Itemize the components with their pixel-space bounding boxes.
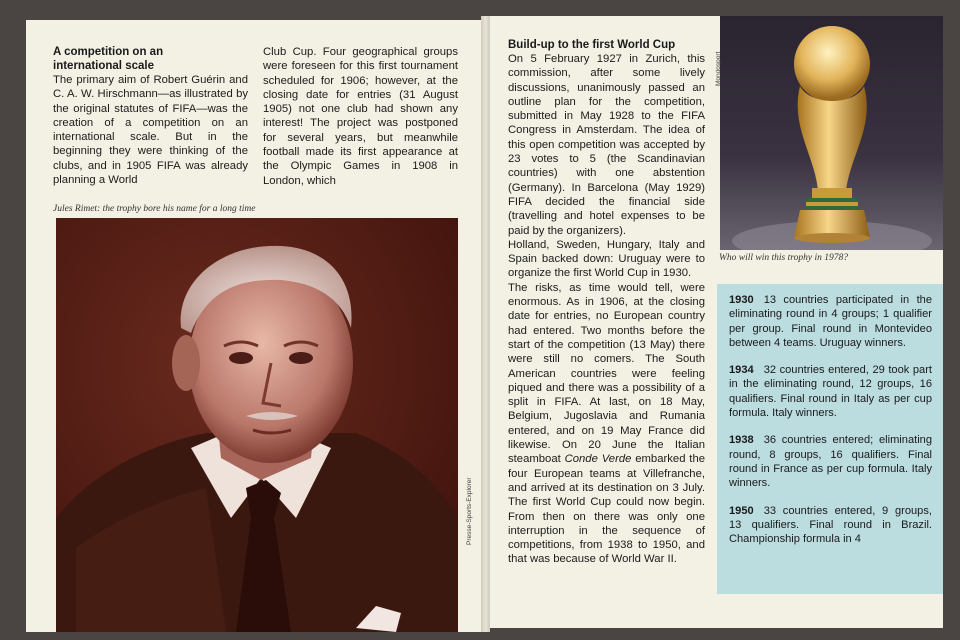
body-paragraph: On 5 February 1927 in Zurich, this commission, after some lively discussions, unanimously passed an outline plan for the competition, submitted in May 1928 to the FIFA Congress in Amsterdam. The idea of this open competition was accepted by 23 votes to 5 (the Scandinavian countries) with one abstention (Germany). In Barcelona (May 1929) FIFA decided the financial side (travelling and hotel expenses to be paid by the organizers). [508,53,705,237]
right-column [508,38,705,567]
timeline-text: 36 countries entered; eliminating round, 8 groups, 16 qualifiers. Final round in France as per cup formula. Italy winners. [729,434,932,490]
world-cup-trophy-photo [720,16,943,250]
left-column-2 [263,45,458,188]
body-paragraph [508,281,705,567]
book-gutter [481,16,490,632]
timeline-year: 1938 [729,434,754,447]
body-paragraph: Holland, Sweden, Hungary, Italy and Spain backed down: Uruguay were to organize the first World Cup in 1930. [508,238,705,280]
timeline-year: 1934 [729,364,754,377]
body-paragraph: The primary aim of Robert Guérin and C. A. W. Hirschmann—as illustrated by the original statutes of FIFA—was the creation of a competition on an international scale. But in the beginning they were thinking of the clubs, and in 1905 FIFA was already planning a World [53,74,248,187]
body-text-span: embarked the four European teams at Villefranche, and arrived at its destination on 3 July. The first World Cup could now begin. From then on there was only one interruption in the sequence of competitions, from 1938 to 1950, and that was because of World War II. [508,453,706,566]
timeline-year: 1950 [729,504,754,517]
world-cup-timeline-box [717,284,943,594]
timeline-year: 1930 [729,294,754,306]
section-heading-international: A competition on an international scale [53,46,164,72]
photo-credit: Presse-Sports-Explorer [466,477,473,545]
left-page [26,20,481,632]
timeline-entry [729,293,932,350]
timeline-entry [729,504,932,547]
timeline-text: 32 countries entered, 29 took part in the eliminating round, 12 groups, 16 qualifiers. Final round in Italy as per cup formula. Italy winners. [729,364,932,420]
photo-caption: Jules Rimet: the trophy bore his name for a long time [53,204,256,214]
ship-name: Conde Verde [564,453,632,466]
timeline-text: 13 countries participated in the eliminating round in 4 groups; 1 qualifier per group. Final round in Montevideo between 4 teams. Uruguay winners. [729,294,932,349]
jules-rimet-portrait [56,218,458,632]
right-page [490,16,943,628]
photo-credit: Mondosport [715,51,722,86]
timeline-text: 33 countries entered, 9 groups, 13 qualifiers. Final round in Brazil. Championship formula in 4 [729,504,932,546]
left-column-1 [53,45,248,187]
timeline-entry [729,433,932,490]
timeline-entry [729,363,932,420]
body-paragraph: Club Cup. Four geographical groups were foreseen for this first tournament scheduled for 1906; however, at the closing date for entries (31 August 1905) not one club had shown any interest! The project was postponed for several years, but meanwhile football made its first appearance at the Olympic Games in 1908 in London, which [263,46,458,187]
section-heading-buildup: Build-up to the first World Cup [508,39,676,51]
body-text-span: The risks, as time would tell, were enormous. As in 1906, at the closing date for entries, no European country had entered. Two months before the start of the competition (13 May) there were still no comers. The South American countries were feeling piqued and there was a possibility of a split in FIFA. At last, on 18 May, Belgium, Jugoslavia and Rumania entered, and on 19 May France did likewise. On 20 June the Italian steamboat [508,281,705,466]
trophy-caption: Who will win this trophy in 1978? [719,253,848,263]
